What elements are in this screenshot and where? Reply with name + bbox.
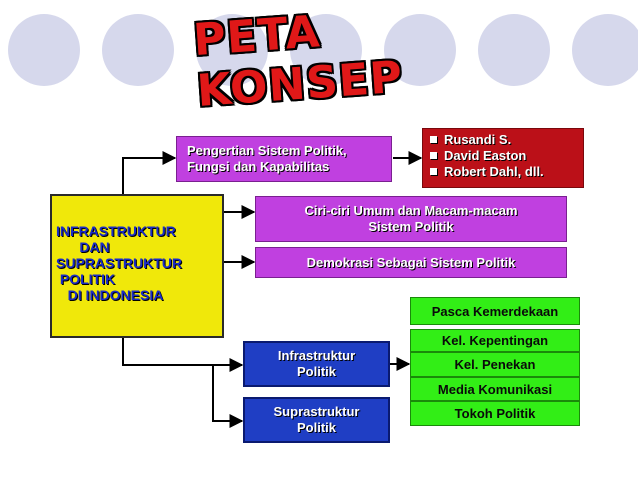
page-title: PETA KONSEP xyxy=(191,6,405,117)
infrastructure-item: Kel. Kepentingan xyxy=(410,329,580,352)
suprastructure-line-1: Suprastruktur xyxy=(273,404,360,419)
suprastructure-line-2: Politik xyxy=(296,420,336,435)
main-node-line-1: INFRASTRUKTUR xyxy=(56,223,176,239)
definition-box xyxy=(176,136,392,182)
authors-box xyxy=(422,128,584,188)
definition-line-2: Fungsi dan Kapabilitas xyxy=(187,159,330,174)
suprastructure-box xyxy=(243,397,390,443)
democracy-label: Demokrasi Sebagai Sistem Politik xyxy=(306,254,516,270)
infrastructure-line-2: Politik xyxy=(296,364,336,379)
main-node-line-3: SUPRASTRUKTUR xyxy=(56,255,182,271)
connector-top xyxy=(123,158,175,194)
main-node-line-4: POLITIK xyxy=(56,271,116,287)
main-node xyxy=(50,194,224,338)
author-item: Rusandi S. xyxy=(429,132,583,148)
infrastructure-item: Kel. Penekan xyxy=(410,352,580,377)
definition-line-1: Pengertian Sistem Politik, xyxy=(187,143,347,158)
main-node-line-5: DI INDONESIA xyxy=(56,287,164,303)
main-node-line-2: DAN xyxy=(56,239,110,255)
author-item: David Easton xyxy=(429,148,583,164)
connector-suprastructure xyxy=(213,365,242,421)
infrastructure-line-1: Infrastruktur xyxy=(277,348,356,363)
characteristics-box xyxy=(255,196,567,242)
characteristics-line-1: Ciri-ciri Umum dan Macam-macam xyxy=(304,203,518,218)
infrastructure-item: Tokoh Politik xyxy=(410,401,580,426)
connector-infrastructure xyxy=(123,338,242,365)
democracy-box xyxy=(255,247,567,278)
infrastructure-item: Pasca Kemerdekaan xyxy=(410,297,580,325)
author-item: Robert Dahl, dll. xyxy=(429,164,583,180)
characteristics-line-2: Sistem Politik xyxy=(368,219,454,234)
infrastructure-item: Media Komunikasi xyxy=(410,377,580,401)
infrastructure-box xyxy=(243,341,390,387)
